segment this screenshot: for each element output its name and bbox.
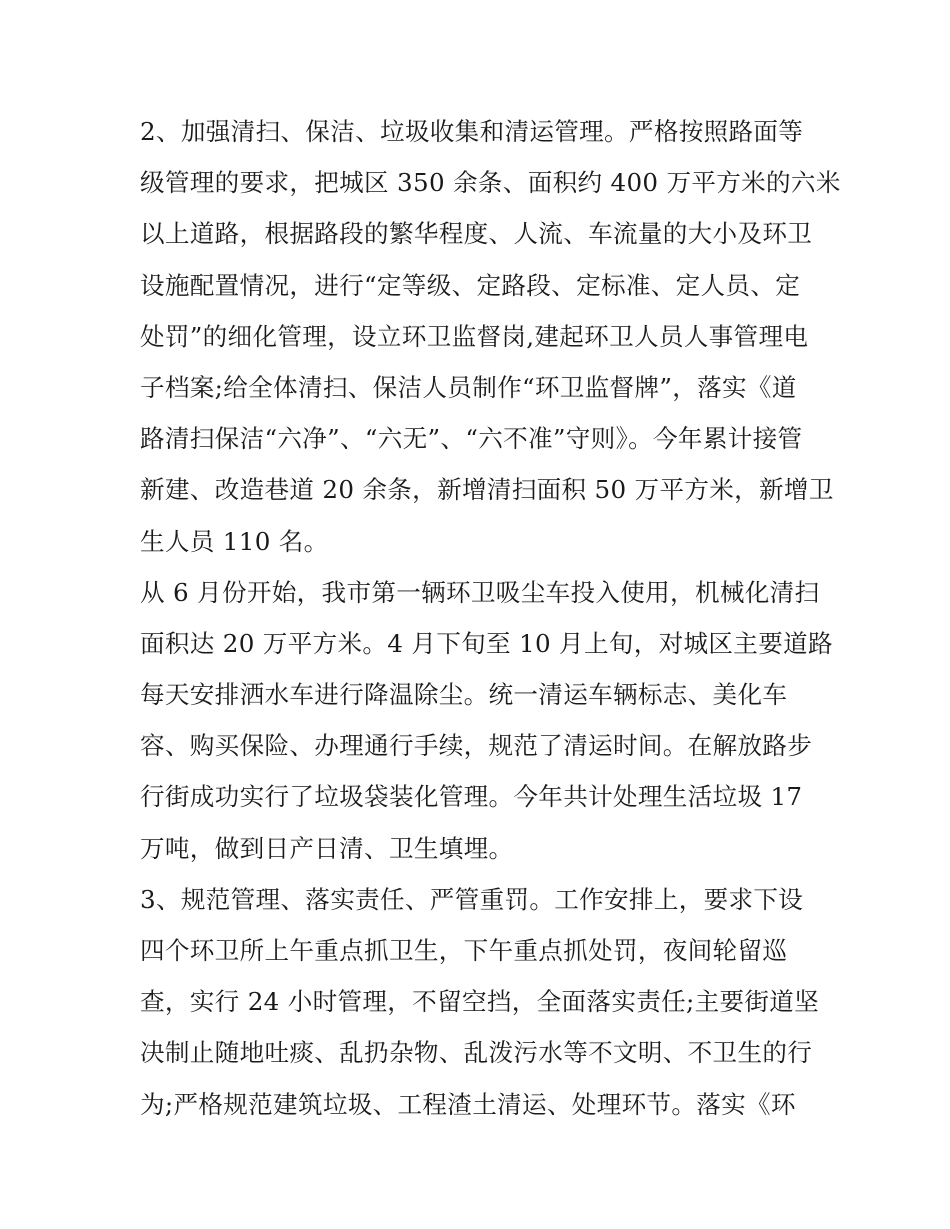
text-line: 处罚”的细化管理，设立环卫监督岗,建起环卫人员人事管理电 — [140, 321, 809, 351]
text-line: 子档案;给全体清扫、保洁人员制作“环卫监督牌”，落实《道 — [140, 372, 797, 402]
text-line: 级管理的要求，把城区 350 余条、面积约 400 万平方米的六米 — [140, 168, 841, 198]
text-line: 万吨，做到日产日清、卫生填埋。 — [140, 833, 514, 863]
text-line: 每天安排洒水车进行降温除尘。统一清运车辆标志、美化车 — [140, 680, 788, 710]
text-line: 新建、改造巷道 20 余条，新增清扫面积 50 万平方米，新增卫 — [140, 475, 834, 505]
text-line: 四个环卫所上午重点抓卫生，下午重点抓处罚，夜间轮留巡 — [140, 936, 788, 965]
text-line: 行街成功实行了垃圾袋装化管理。今年共计处理生活垃圾 17 — [140, 782, 803, 812]
text-line: 3、规范管理、落实责任、严管重罚。工作安排上，要求下设 — [140, 884, 804, 914]
text-line: 以上道路，根据路段的繁华程度、人流、车流量的大小及环卫 — [140, 219, 813, 249]
text-line: 从 6 月份开始，我市第一辆环卫吸尘车投入使用，机械化清扫 — [140, 577, 820, 607]
text-line: 面积达 20 万平方米。4 月下旬至 10 月上旬，对城区主要道路 — [140, 628, 833, 658]
text-line: 为;严格规范建筑垃圾、工程渣土清运、处理环节。落实《环 — [140, 1089, 796, 1119]
text-line: 查，实行 24 小时管理，不留空挡，全面落实责任;主要街道坚 — [140, 987, 820, 1017]
text-line: 路清扫保洁“六净”、“六无”、“六不准”守则》。今年累计接管 — [140, 424, 803, 454]
text-line: 容、购买保险、办理通行手续，规范了清运时间。在解放路步 — [140, 731, 813, 761]
text-line: 2、加强清扫、保洁、垃圾收集和清运管理。严格按照路面等 — [140, 117, 804, 146]
text-line: 生人员 110 名。 — [140, 526, 329, 556]
text-line: 设施配置情况，进行“定等级、定路段、定标准、定人员、定 — [140, 270, 801, 300]
text-line: 决制止随地吐痰、乱扔杂物、乱泼污水等不文明、不卫生的行 — [140, 1038, 813, 1068]
body-text — [140, 106, 841, 1130]
